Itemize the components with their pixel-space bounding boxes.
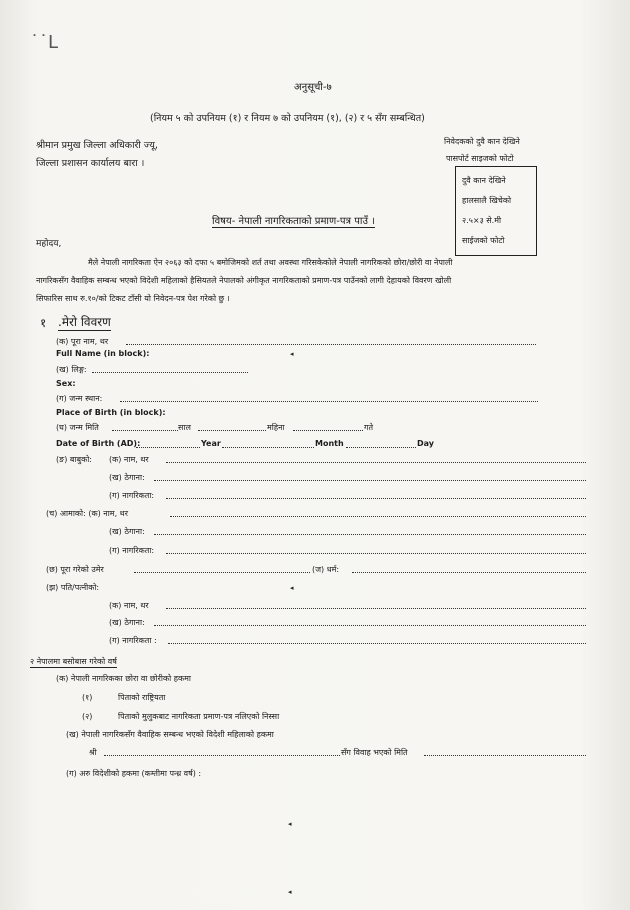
religion-input[interactable] <box>352 572 586 573</box>
body-line1: मैले नेपाली नागरिकता ऐन २०६३ को दफा ५ बमोजिमको शर्त तथा अवस्था गरिसकेकोले नेपाली नागरिकको छोरा/छोरी वा नेपाली <box>88 258 453 267</box>
age-input[interactable] <box>134 572 310 573</box>
full-name-en-label: Full Name (in block): <box>56 349 150 358</box>
stray-mark: ◂ <box>290 584 294 592</box>
dob-day-input[interactable] <box>293 430 363 431</box>
addressee-line2: जिल्ला प्रशासन कार्यालय बारा । <box>36 158 145 169</box>
addressee-line1: श्रीमान प्रमुख जिल्ला अधिकारी ज्यू, <box>36 140 158 151</box>
dob-en-day-label: Day <box>417 439 435 448</box>
spouse-citizenship-label: (ग) नागरिकता : <box>109 636 157 645</box>
schedule-heading: अनुसूची-७ <box>294 82 332 93</box>
dob-year-input[interactable] <box>112 430 178 431</box>
salutation: महोदय, <box>36 239 62 249</box>
marriage-date-input[interactable] <box>424 755 586 756</box>
mother-citizenship-input[interactable] <box>166 553 586 554</box>
dob-en-year-label: Year <box>201 439 221 448</box>
photo-box-line1: दुवै कान देखिने <box>462 176 506 185</box>
section2-b-label: (ख) नेपाली नागरिकसँग वैवाहिक सम्बन्ध भएको विदेशी महिलाको हकमा <box>66 730 274 739</box>
father-label: (ङ) बाबुको: <box>56 455 93 464</box>
body-line2: नागरिकसँग वैवाहिक सम्बन्ध भएको विदेशी महिलाको हैसियतले नेपालको अंगीकृत नागरिकताको प्रमाण-पत्र पाउँनको लागी देहायको विवरण खोली <box>36 276 452 285</box>
mother-label: (च) आमाको: (क) नाम, थर <box>46 509 129 518</box>
birth-place-label: (ग) जन्म स्थान: <box>56 394 103 403</box>
section2-a-label: (क) नेपाली नागरिकका छोरा वा छोरीको हकमा <box>56 674 191 683</box>
section2-title: २ नेपालमा बसोबास गरेको वर्ष <box>30 657 117 666</box>
dob-year-label: साल <box>178 423 191 432</box>
dob-en-month-label: Month <box>315 439 344 448</box>
dob-month-label: महिना <box>267 423 285 432</box>
father-citizenship-label: (ग) नागरिकता: <box>109 491 155 500</box>
body-line3: सिफारिस साथ रु.१०/को टिकट टाँसी यो निवेदन-पत्र पेश गरेको छु । <box>36 294 230 303</box>
section1-number: १ <box>40 316 47 330</box>
birth-place-input[interactable] <box>120 401 538 402</box>
spouse-address-label: (ख) ठेगाना: <box>109 618 145 627</box>
mother-address-input[interactable] <box>154 534 586 535</box>
spouse-name-input[interactable] <box>166 608 586 609</box>
section2-b-shri: श्री <box>89 748 97 757</box>
section1-title: .मेरो विवरण <box>58 315 111 329</box>
father-name-input[interactable] <box>166 462 586 463</box>
full-name-input[interactable] <box>126 344 536 345</box>
photo-box-line3: २.५×३ से.मी <box>462 216 502 225</box>
photo-placeholder[interactable] <box>455 166 537 256</box>
mother-address-label: (ख) ठेगाना: <box>109 527 145 536</box>
photo-note-line1: निवेदकको दुवै कान देखिने <box>444 137 520 146</box>
full-name-label: (क) पूरा नाम, थर <box>56 337 109 346</box>
sex-label: Sex: <box>56 379 76 388</box>
mother-citizenship-label: (ग) नागरिकता: <box>109 546 155 555</box>
spouse-name-label: (क) नाम, थर <box>109 601 149 610</box>
rule-reference: (नियम ५ को उपनियम (१) र नियम ७ को उपनियम (१), (२) र ५ सँग सम्बन्धित) <box>150 113 425 124</box>
birth-place-en-label: Place of Birth (in block): <box>56 408 166 417</box>
spouse-name-b-input[interactable] <box>104 755 340 756</box>
father-address-input[interactable] <box>154 480 586 481</box>
section2-a1-label: पिताको राष्ट्रियता <box>118 693 166 702</box>
section2-c-label: (ग) अरु विदेशीको हकमा (कम्तीमा पन्ध्र वर्ष) : <box>66 769 202 778</box>
gender-label: (ख) लिङ्ग: <box>56 365 87 374</box>
age-label: (छ) पूरा गरेको उमेर <box>46 565 104 574</box>
spouse-address-input[interactable] <box>154 625 586 626</box>
section2-a1-number: (१) <box>82 693 93 702</box>
corner-mark: ˙˙ᒪ <box>30 32 59 53</box>
father-address-label: (ख) ठेगाना: <box>109 473 145 482</box>
gender-input[interactable] <box>92 372 248 373</box>
section2-a2-label: पिताको मुलुकबाट नागरिकता प्रमाण-पत्र नलिएको निस्सा <box>118 712 280 721</box>
dob-day-label: गते <box>364 423 374 432</box>
stray-mark: ◂ <box>290 350 294 358</box>
photo-box-line2: हालसालै खिचेको <box>462 196 512 205</box>
father-name-label: (क) नाम, थर <box>109 455 149 464</box>
photo-note-line2: पासपोर्ट साइजको फोटो <box>446 154 514 163</box>
religion-label: (ज) धर्म: <box>312 565 340 574</box>
subject-line: विषय- नेपाली नागरिकताको प्रमाण-पत्र पाउँ । <box>212 213 375 228</box>
dob-month-input[interactable] <box>198 430 266 431</box>
dob-en-year-input[interactable] <box>136 447 200 448</box>
spouse-label: (झ) पति/पत्नीको: <box>46 583 100 592</box>
dob-en-label: Date of Birth (AD): <box>56 439 141 448</box>
section2-a2-number: (२) <box>82 712 93 721</box>
dob-en-day-input[interactable] <box>346 447 416 448</box>
stray-mark: ◂ <box>288 820 292 828</box>
spouse-citizenship-input[interactable] <box>168 643 586 644</box>
dob-label: (घ) जन्म मिति <box>56 423 99 432</box>
mother-name-input[interactable] <box>170 516 586 517</box>
father-citizenship-input[interactable] <box>166 498 586 499</box>
section2-b-married-label: सँग विवाह भएको मिति <box>341 748 408 757</box>
stray-mark: ◂ <box>288 888 292 896</box>
dob-en-month-input[interactable] <box>222 447 314 448</box>
photo-box-line4: साईजको फोटो <box>462 236 505 245</box>
